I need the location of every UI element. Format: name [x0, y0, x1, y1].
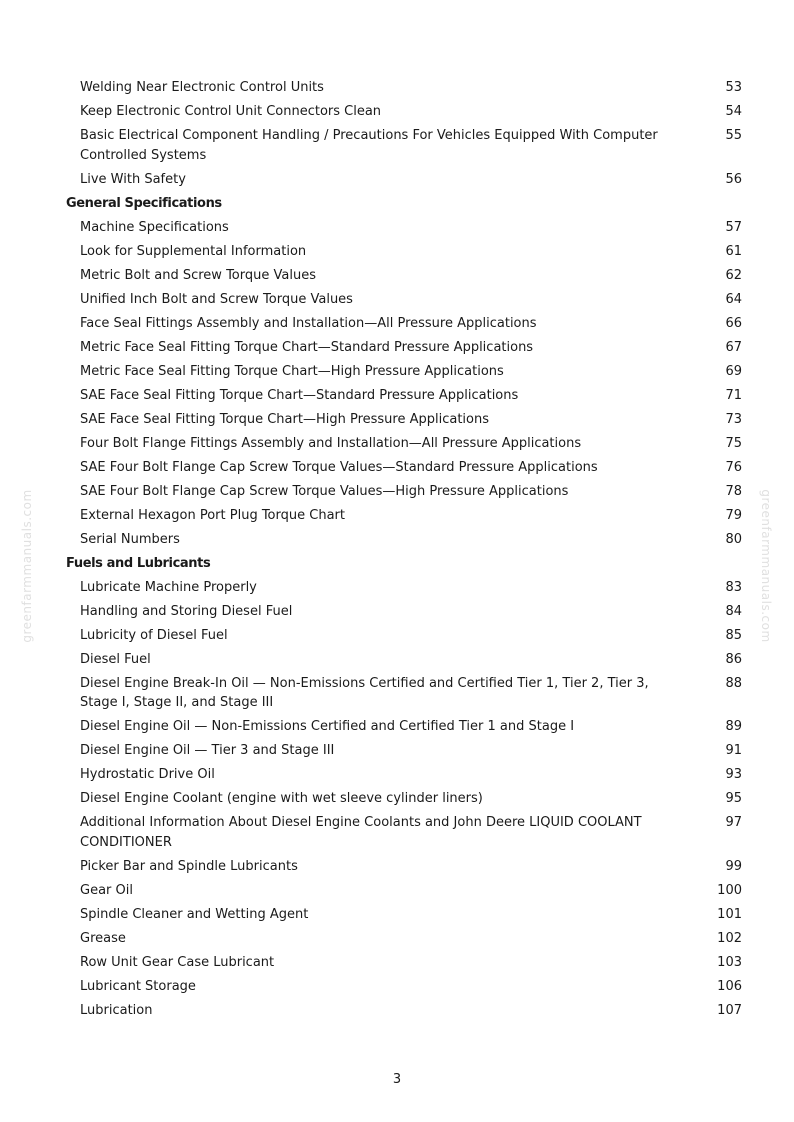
toc-entry-title: Grease	[80, 930, 126, 946]
toc-entry[interactable]	[66, 124, 742, 168]
toc-entry-page: 103	[717, 954, 742, 970]
toc-entry-title: Spindle Cleaner and Wetting Agent	[80, 906, 309, 922]
toc-entry-title: Face Seal Fittings Assembly and Installation—All Pressure Applications	[80, 315, 537, 331]
toc-entry-page: 84	[725, 603, 742, 619]
toc-entry-page: 91	[725, 743, 742, 758]
toc-entry-page: 76	[725, 459, 742, 475]
toc-entry-page: 106	[717, 978, 742, 994]
toc-entry[interactable]	[66, 951, 742, 975]
toc-entry-page: 69	[725, 363, 742, 379]
toc-entry-title: Metric Face Seal Fitting Torque Chart—High Pressure Applications	[80, 363, 504, 379]
toc-entry[interactable]	[66, 811, 742, 855]
section-heading: Fuels and Lubricants	[66, 555, 211, 571]
section-heading: General Specifications	[66, 195, 222, 211]
toc-entry-title: Diesel Engine Oil — Tier 3 and Stage III	[80, 743, 335, 758]
toc-entry-page: 83	[725, 579, 742, 595]
toc-entry-title: External Hexagon Port Plug Torque Chart	[80, 507, 345, 523]
toc-entry-title: Metric Bolt and Screw Torque Values	[80, 267, 316, 283]
toc-entry[interactable]	[66, 715, 742, 739]
toc-entry-title: Look for Supplemental Information	[80, 243, 307, 259]
toc-entry-page: 97	[725, 815, 742, 830]
toc-entry-title: Unified Inch Bolt and Screw Torque Values	[80, 291, 353, 307]
toc-entry-page: 79	[725, 507, 742, 523]
toc-entry-page: 93	[725, 767, 742, 782]
page-number: 3	[392, 1072, 402, 1087]
toc-entry-title: Machine Specifications	[80, 219, 229, 235]
toc-entry-title: Lubrication	[80, 1002, 153, 1018]
toc-entry-page: 56	[725, 171, 742, 187]
toc-entry-page: 102	[717, 930, 742, 946]
toc-entry[interactable]	[66, 432, 742, 456]
toc-entry[interactable]	[66, 456, 742, 480]
toc-entry-page: 99	[725, 858, 742, 874]
toc-entry[interactable]	[66, 100, 742, 124]
toc-entry-title: Basic Electrical Component Handling / Precautions For Vehicles Equipped With Computer Controlled Systems	[80, 128, 658, 163]
toc-entry-page: 75	[725, 435, 742, 451]
toc-entry[interactable]	[66, 216, 742, 240]
toc-entry-title: Diesel Fuel	[80, 651, 151, 667]
toc-entry[interactable]	[66, 999, 742, 1023]
toc-entry[interactable]	[66, 600, 742, 624]
toc-entry[interactable]	[66, 787, 742, 811]
toc-entry[interactable]	[66, 855, 742, 879]
toc-entry[interactable]	[66, 624, 742, 648]
toc-entry-title: Hydrostatic Drive Oil	[80, 767, 215, 782]
toc-entry-page: 73	[725, 411, 742, 427]
toc-entry[interactable]	[66, 504, 742, 528]
toc-entry-title: SAE Face Seal Fitting Torque Chart—Standard Pressure Applications	[80, 387, 519, 403]
toc-entry[interactable]	[66, 648, 742, 672]
toc-entry-page: 67	[725, 339, 742, 355]
toc-entry-page: 80	[725, 531, 742, 547]
toc-entry[interactable]	[66, 903, 742, 927]
toc-entry-title: Handling and Storing Diesel Fuel	[80, 603, 293, 619]
toc-entry[interactable]	[66, 480, 742, 504]
toc-entry[interactable]	[66, 312, 742, 336]
toc-entry[interactable]	[66, 360, 742, 384]
toc-entry-page: 64	[725, 291, 742, 307]
toc-entry[interactable]	[66, 927, 742, 951]
toc-entry-title: Metric Face Seal Fitting Torque Chart—Standard Pressure Applications	[80, 339, 534, 355]
toc-entry-page: 100	[717, 882, 742, 898]
toc-entry-title: SAE Four Bolt Flange Cap Screw Torque Values—High Pressure Applications	[80, 483, 569, 499]
toc-entry-title: Live With Safety	[80, 171, 186, 187]
toc-entry-page: 89	[725, 719, 742, 734]
toc-entry-title: Additional Information About Diesel Engine Coolants and John Deere LIQUID COOLANT CONDITIONER	[80, 815, 642, 850]
toc-entry[interactable]	[66, 879, 742, 903]
watermark-left: greenfarmmanuals.com	[20, 489, 34, 643]
toc-entry[interactable]	[66, 763, 742, 787]
toc-entry-page: 57	[725, 219, 742, 235]
toc-entry-page: 85	[725, 627, 742, 643]
toc-entry-title: Lubricity of Diesel Fuel	[80, 627, 228, 643]
toc-entry[interactable]	[66, 528, 742, 552]
toc-entry[interactable]	[66, 168, 742, 192]
toc-entry-page: 66	[725, 315, 742, 331]
toc-entry[interactable]	[66, 672, 742, 716]
toc-entry[interactable]	[66, 384, 742, 408]
toc-entry-title: Diesel Engine Coolant (engine with wet sleeve cylinder liners)	[80, 791, 483, 806]
toc-entry-title: Lubricant Storage	[80, 978, 196, 994]
toc-entry-title: Gear Oil	[80, 882, 133, 898]
toc-entry-page: 101	[717, 906, 742, 922]
toc-entry[interactable]	[66, 975, 742, 999]
toc-entry-title: SAE Face Seal Fitting Torque Chart—High Pressure Applications	[80, 411, 490, 427]
toc-entry-page: 95	[725, 791, 742, 806]
toc-entry-title: Picker Bar and Spindle Lubricants	[80, 858, 298, 874]
toc-entry-title: Serial Numbers	[80, 531, 180, 547]
toc-entry-page: 88	[725, 675, 742, 691]
toc-entry-page: 53	[725, 80, 742, 95]
toc-entry-title: Keep Electronic Control Unit Connectors Clean	[80, 104, 382, 119]
toc-entry[interactable]	[66, 576, 742, 600]
toc-entry-title: Lubricate Machine Properly	[80, 579, 257, 595]
toc-entry-title: Welding Near Electronic Control Units	[80, 80, 324, 95]
toc-entry-page: 61	[725, 243, 742, 259]
toc-entry-title: Four Bolt Flange Fittings Assembly and Installation—All Pressure Applications	[80, 435, 582, 451]
toc-entry-page: 86	[725, 651, 742, 667]
toc-entry[interactable]	[66, 739, 742, 763]
toc-entry[interactable]	[66, 240, 742, 264]
toc-entry-title: Diesel Engine Oil — Non-Emissions Certified and Certified Tier 1 and Stage I	[80, 719, 575, 734]
toc-entry-page: 78	[725, 483, 742, 499]
toc-entry-title: Row Unit Gear Case Lubricant	[80, 954, 275, 970]
toc-entry-page: 54	[725, 104, 742, 119]
toc-entry-title: Diesel Engine Break-In Oil — Non-Emissions Certified and Certified Tier 1, Tier 2, Tier 3, Stage I, Stage II, and Stage III	[80, 675, 649, 710]
toc-entry[interactable]	[66, 408, 742, 432]
table-of-contents	[66, 76, 742, 1023]
toc-entry[interactable]	[66, 76, 742, 100]
toc-entry-title: SAE Four Bolt Flange Cap Screw Torque Values—Standard Pressure Applications	[80, 459, 598, 475]
toc-entry-page: 62	[725, 267, 742, 283]
toc-entry[interactable]	[66, 288, 742, 312]
toc-entry-page: 107	[717, 1002, 742, 1018]
toc-entry[interactable]	[66, 264, 742, 288]
watermark-right: greenfarmmanuals.com	[759, 489, 773, 643]
toc-entry[interactable]	[66, 336, 742, 360]
toc-entry-page: 55	[725, 128, 742, 143]
toc-entry-page: 71	[725, 387, 742, 403]
